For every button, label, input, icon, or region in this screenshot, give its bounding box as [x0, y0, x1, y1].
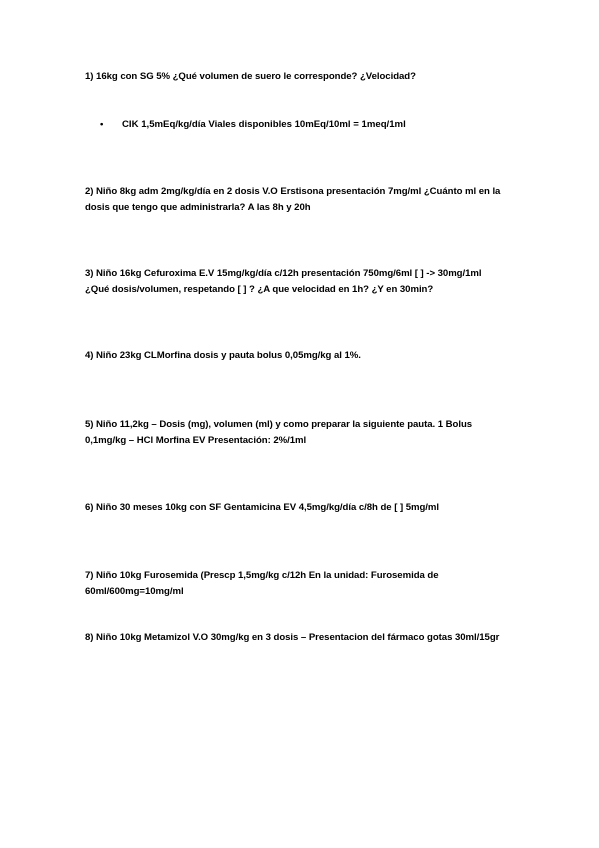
question-2-line-2: dosis que tengo que administrarla? A las 8h y 20h [85, 202, 311, 213]
question-1-bullet [100, 117, 520, 133]
question-6-line-1: 6) Niño 30 meses 10kg con SF Gentamicina EV 4,5mg/kg/día c/8h de [ ] 5mg/ml [85, 502, 440, 513]
question-3-line-2: ¿Qué dosis/volumen, respetando [ ] ? ¿A que velocidad en 1h? ¿Y en 30min? [85, 284, 434, 295]
bullet-icon: • [100, 119, 104, 130]
question-1-line-1: 1) 16kg con SG 5% ¿Qué volumen de suero le corresponde? ¿Velocidad? [85, 71, 416, 82]
question-3-line-1: 3) Niño 16kg Cefuroxima E.V 15mg/kg/día c/12h presentación 750mg/6ml [ ] -> 30mg/1ml [85, 268, 482, 279]
question-8-line-1: 8) Niño 10kg Metamizol V.O 30mg/kg en 3 dosis – Presentacion del fármaco gotas 30ml/15gr [85, 632, 500, 643]
question-7-line-2: 60ml/600mg=10mg/ml [85, 586, 184, 597]
question-5-line-2: 0,1mg/kg – HCl Morfina EV Presentación: 2%/1ml [85, 435, 307, 446]
question-1-bullet-text: CIK 1,5mEq/kg/día Viales disponibles 10mEq/10ml = 1meq/1ml [122, 119, 406, 130]
question-4-line-1: 4) Niño 23kg CLMorfina dosis y pauta bolus 0,05mg/kg al 1%. [85, 350, 361, 361]
question-5-line-1: 5) Niño 11,2kg – Dosis (mg), volumen (ml) y como preparar la siguiente pauta. 1 Bolus [85, 419, 473, 430]
question-2-line-1: 2) Niño 8kg adm 2mg/kg/día en 2 dosis V.O Erstisona presentación 7mg/ml ¿Cuánto ml en la [85, 186, 501, 197]
question-7-line-1: 7) Niño 10kg Furosemida (Prescp 1,5mg/kg c/12h En la unidad: Furosemida de [85, 570, 439, 581]
